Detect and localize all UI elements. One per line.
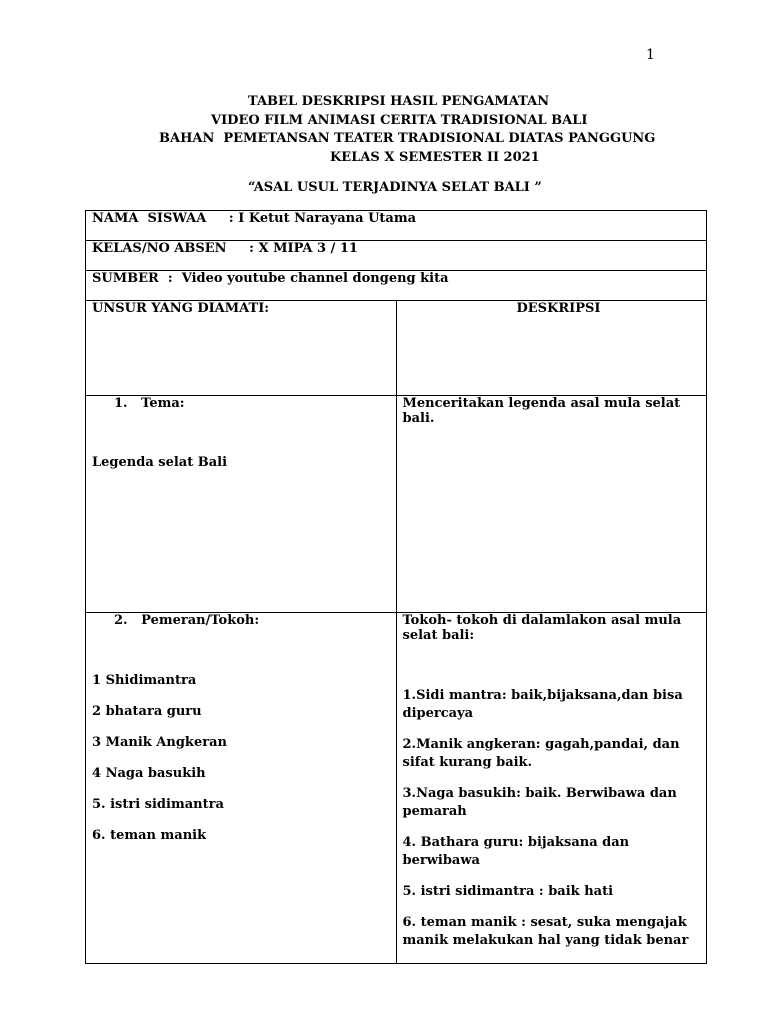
character-description: 6. teman manik : sesat, suka mengajak manik melakukan hal yang tidak benar: [402, 915, 689, 948]
character-item: 6. teman manik: [92, 828, 207, 843]
character-description: 3.Naga basukih: baik. Berwibawa dan pemarah: [402, 786, 677, 819]
characters-right-cell: [396, 613, 707, 964]
heading-line-2: VIDEO FILM ANIMASI CERITA TRADISIONAL BALI: [211, 112, 588, 128]
heading-line-3: BAHAN PEMETANSAN TEATER TRADISIONAL DIATAS PANGGUNG: [159, 131, 656, 146]
theme-left-cell: [86, 396, 397, 613]
character-description: 1.Sidi mantra: baik,bijaksana,dan bisa dipercaya: [402, 688, 683, 721]
theme-right-cell: [396, 396, 707, 613]
source-cell: SUMBER : Video youtube channel dongeng kita: [86, 271, 707, 301]
theme-value: Legenda selat Bali: [92, 455, 228, 470]
character-item: 3 Manik Angkeran: [92, 735, 227, 750]
theme-label: 1. Tema:: [114, 396, 185, 411]
character-item: 1 Shidimantra: [92, 673, 197, 688]
characters-left-cell: [86, 613, 397, 964]
heading-line-4: KELAS X SEMESTER II 2021: [330, 149, 540, 165]
story-title: “ASAL USUL TERJADINYA SELAT BALI ”: [248, 180, 542, 195]
character-item: 2 bhatara guru: [92, 704, 202, 719]
header-left-label: UNSUR YANG DIAMATI:: [92, 301, 270, 316]
character-description: 2.Manik angkeran: gagah,pandai, dan sifat kurang baik.: [402, 737, 680, 770]
observation-table: [85, 210, 707, 964]
header-description: [396, 301, 707, 396]
document-heading: [0, 93, 768, 167]
character-item: 5. istri sidimantra: [92, 797, 224, 812]
student-name-cell: NAMA SISWAA : I Ketut Narayana Utama: [86, 211, 707, 241]
heading-line-1: TABEL DESKRIPSI HASIL PENGAMATAN: [248, 94, 550, 109]
character-description: 5. istri sidimantra : baik hati: [402, 884, 614, 899]
page-number: 1: [646, 47, 655, 63]
header-observed-elements: [86, 301, 397, 396]
characters-label: 2. Pemeran/Tokoh:: [114, 613, 260, 628]
character-description: 4. Bathara guru: bijaksana dan berwibawa: [402, 835, 630, 868]
character-item: 4 Naga basukih: [92, 766, 206, 781]
header-right-label: DESKRIPSI: [516, 301, 601, 316]
theme-description: Menceritakan legenda asal mula selat bali.: [402, 396, 681, 426]
class-number-cell: KELAS/NO ABSEN : X MIPA 3 / 11: [86, 241, 707, 271]
characters-intro: Tokoh- tokoh di dalamlakon asal mula selat bali:: [402, 613, 682, 643]
